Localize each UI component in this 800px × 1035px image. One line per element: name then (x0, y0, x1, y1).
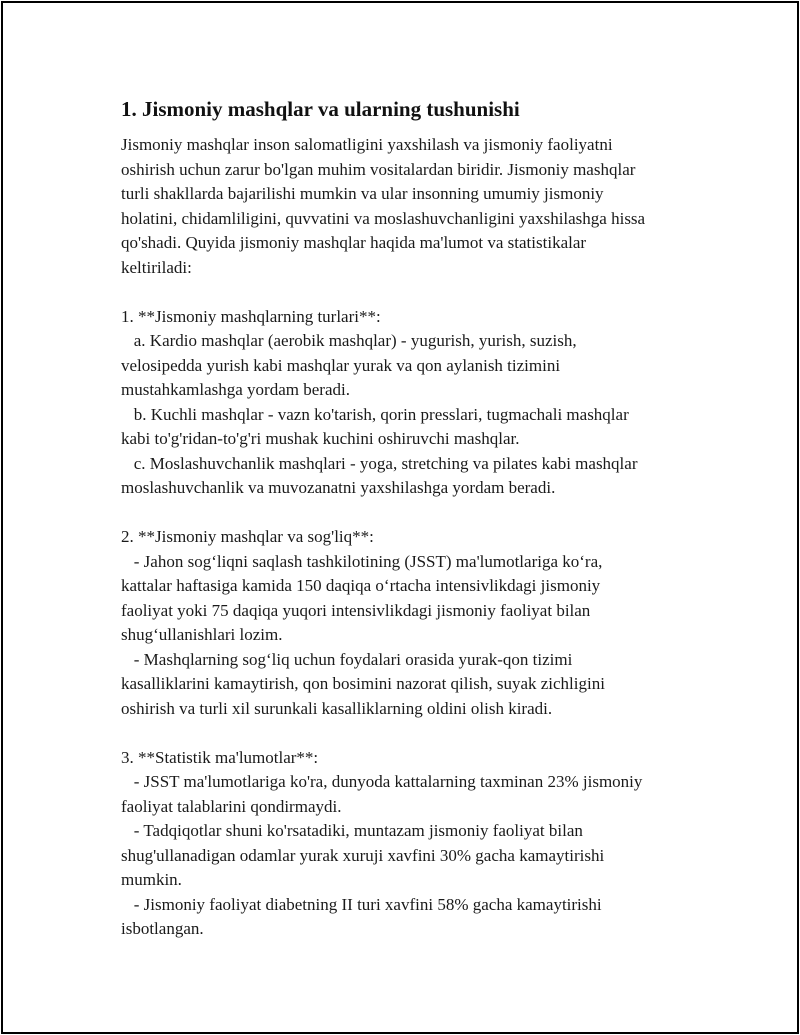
paragraph-gap (121, 501, 701, 526)
document-title: 1. Jismoniy mashqlar va ularning tushunishi (121, 97, 520, 121)
page-frame (1, 1, 799, 1034)
document-body (121, 95, 701, 942)
section-exercise-types: 1. **Jismoniy mashqlarning turlari**: a. Kardio mashqlar (aerobik mashqlar) - yugurish, yurish, suzish, velosipedda yurish kabi mashqlar yurak va qon aylanish tizimini mustahkamlashga yordam beradi. b. Kuchli mashqlar - vazn ko'tarish, qorin presslari, tugmachali mashqlar kabi to'g'ridan-to'g'ri mushak kuchini oshiruvchi mashqlar. c. Moslashuvchanlik mashqlari - yoga, stretching va pilates kabi mashqlar moslashuvchanlik va muvozanatni yaxshilashga yordam beradi. (121, 306, 638, 497)
section-exercise-health: 2. **Jismoniy mashqlar va sog'liq**: - Jahon sog‘liqni saqlash tashkilotining (JSST) ma'lumotlariga ko‘ra, kattalar haftasiga kamida 150 daqiqa o‘rtacha intensivlikdagi jismoniy faoliyat yoki 75 daqiqa yuqori intensivlikdagi jismoniy faoliyat bilan shug‘ullanishlari lozim. - Mashqlarning sog‘liq uchun foydalari orasida yurak-qon tizimi kasalliklarini kamaytirish, qon bosimini nazorat qilish, suyak zichligini oshirish va turli xil surunkali kasalliklarning oldini olish kiradi. (121, 527, 605, 718)
paragraph-gap (121, 721, 701, 746)
section-statistics: 3. **Statistik ma'lumotlar**: - JSST ma'lumotlariga ko'ra, dunyoda kattalarning taxminan 23% jismoniy faoliyat talablarini qondirmaydi. - Tadqiqotlar shuni ko'rsatadiki, muntazam jismoniy faoliyat bilan shug'ullanadigan odamlar yurak xuruji xavfini 30% gacha kamaytirishi mumkin. - Jismoniy faoliyat diabetning II turi xavfini 58% gacha kamaytirishi isbotlangan. (121, 747, 643, 938)
intro-paragraph: Jismoniy mashqlar inson salomatligini yaxshilash va jismoniy faoliyatni oshirish uchun zarur bo'lgan muhim vositalardan biridir. Jismoniy mashqlar turli shakllarda bajarilishi mumkin va ular insonning umumiy jismoniy holatini, chidamliligini, quvvatini va moslashuvchanligini yaxshilashga hissa qo'shadi. Quyida jismoniy mashqlar haqida ma'lumot va statistikalar keltiriladi: (121, 135, 646, 277)
paragraph-gap (121, 280, 701, 305)
